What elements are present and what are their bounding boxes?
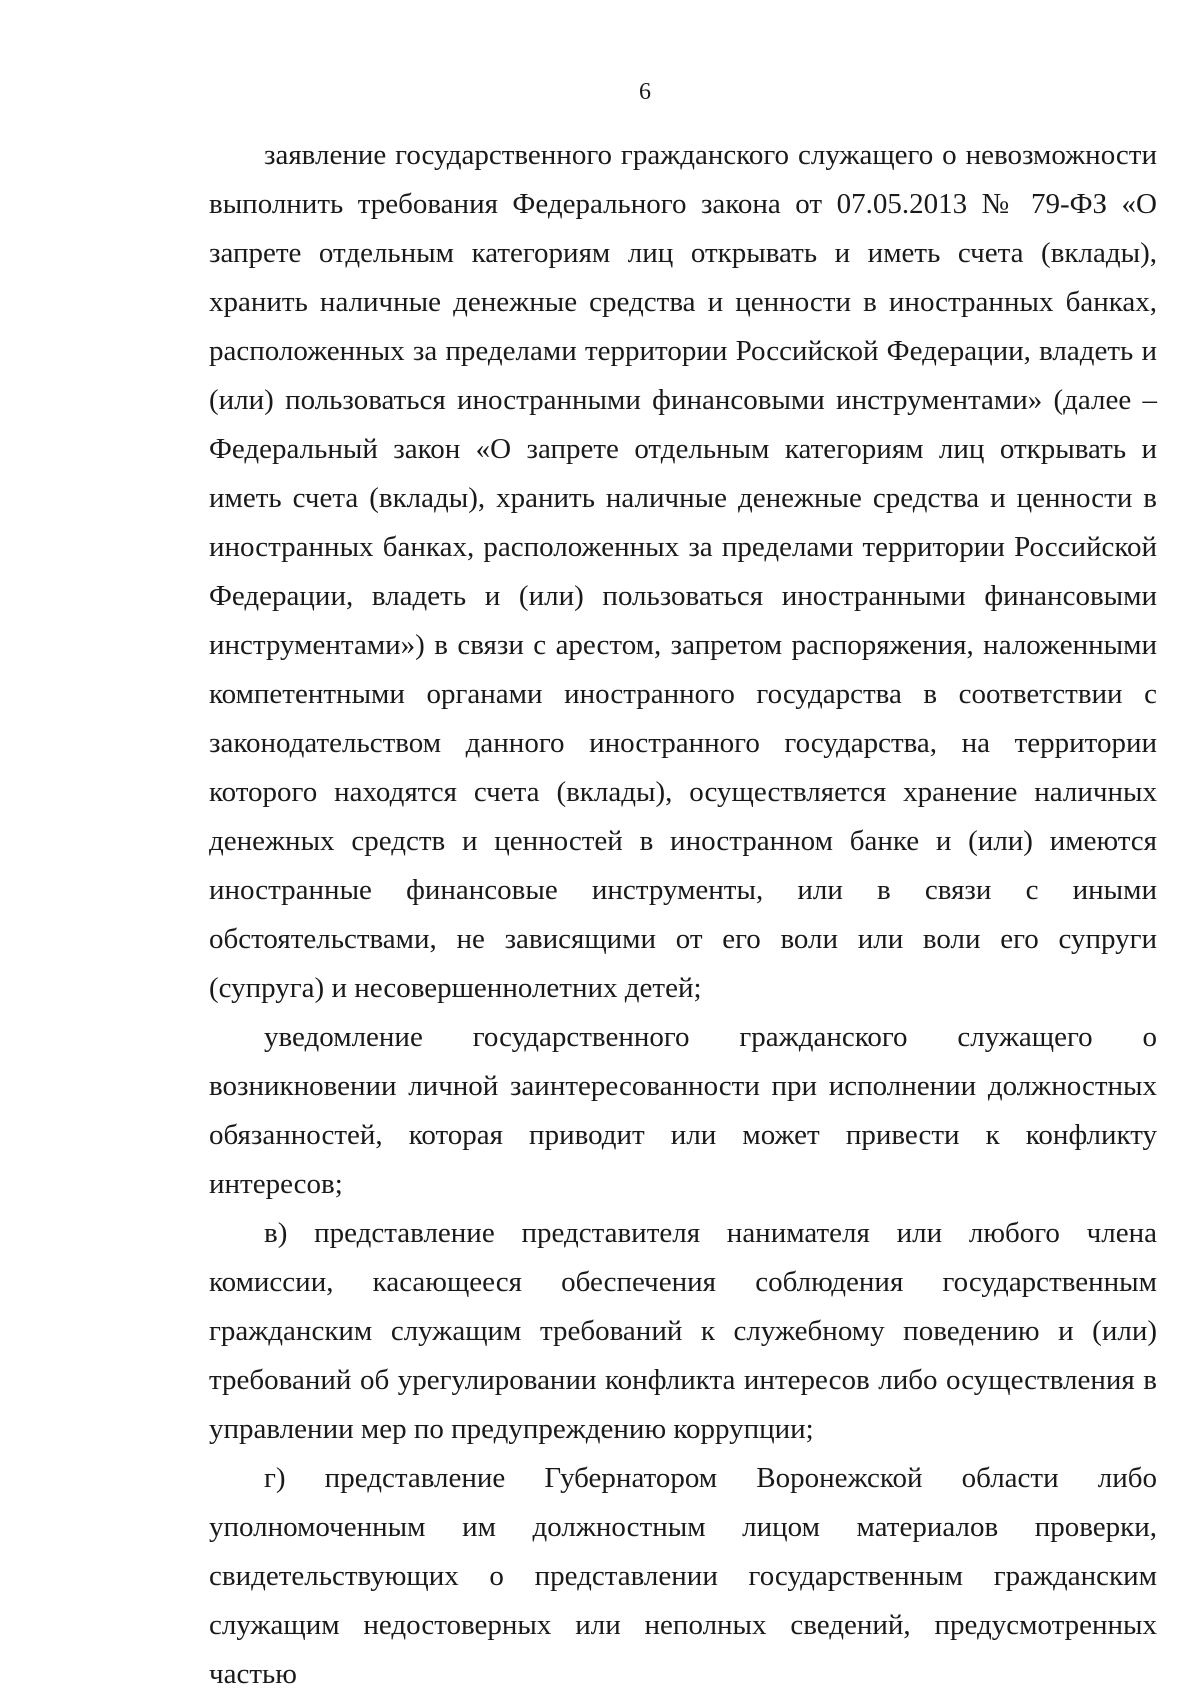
paragraph-item-v: в) представление представителя нанимателя или любого члена комиссии, касающееся обеспечения соблюдения государственным гражданским служащим требований к служебному поведению и (или) требований об урегулировании конфликта интересов либо осуществления в управлении мер по предупреждению коррупции; [209,1217,1157,1445]
document-body [209,131,1157,1699]
page-number: 6 [639,79,651,105]
paragraph-notification-interest: уведомление государственного гражданского служащего о возникновении личной заинтересованности при исполнении должностных обязанностей, которая приводит или может привести к конфликту интересов; [209,1021,1157,1200]
paragraph-item-g: г) представление Губернатором Воронежской области либо уполномоченным им должностным лицом материалов проверки, свидетельствующих о представлении государственным гражданским служащим недостоверных или неполных сведений, предусмотренных частью [209,1462,1157,1690]
paragraph-statement-impossibility: заявление государственного гражданского служащего о невозможности выполнить требования Федерального закона от 07.05.2013 № 79-ФЗ «О запрете отдельным категориям лиц открывать и иметь счета (вклады), хранить наличные денежные средства и ценности в иностранных банках, расположенных за пределами территории Российской Федерации, владеть и (или) пользоваться иностранными финансовыми инструментами» (далее – Федеральный закон «О запрете отдельным категориям лиц открывать и иметь счета (вклады), хранить наличные денежные средства и ценности в иностранных банках, расположенных за пределами территории Российской Федерации, владеть и (или) пользоваться иностранными финансовыми инструментами») в связи с арестом, запретом распоряжения, наложенными компетентными органами иностранного государства в соответствии с законодательством данного иностранного государства, на территории которого находятся счета (вклады), осуществляется хранение наличных денежных средств и ценностей в иностранном банке и (или) имеются иностранные финансовые инструменты, или в связи с иными обстоятельствами, не зависящими от его воли или воли его супруги (супруга) и несовершеннолетних детей; [209,139,1157,1004]
